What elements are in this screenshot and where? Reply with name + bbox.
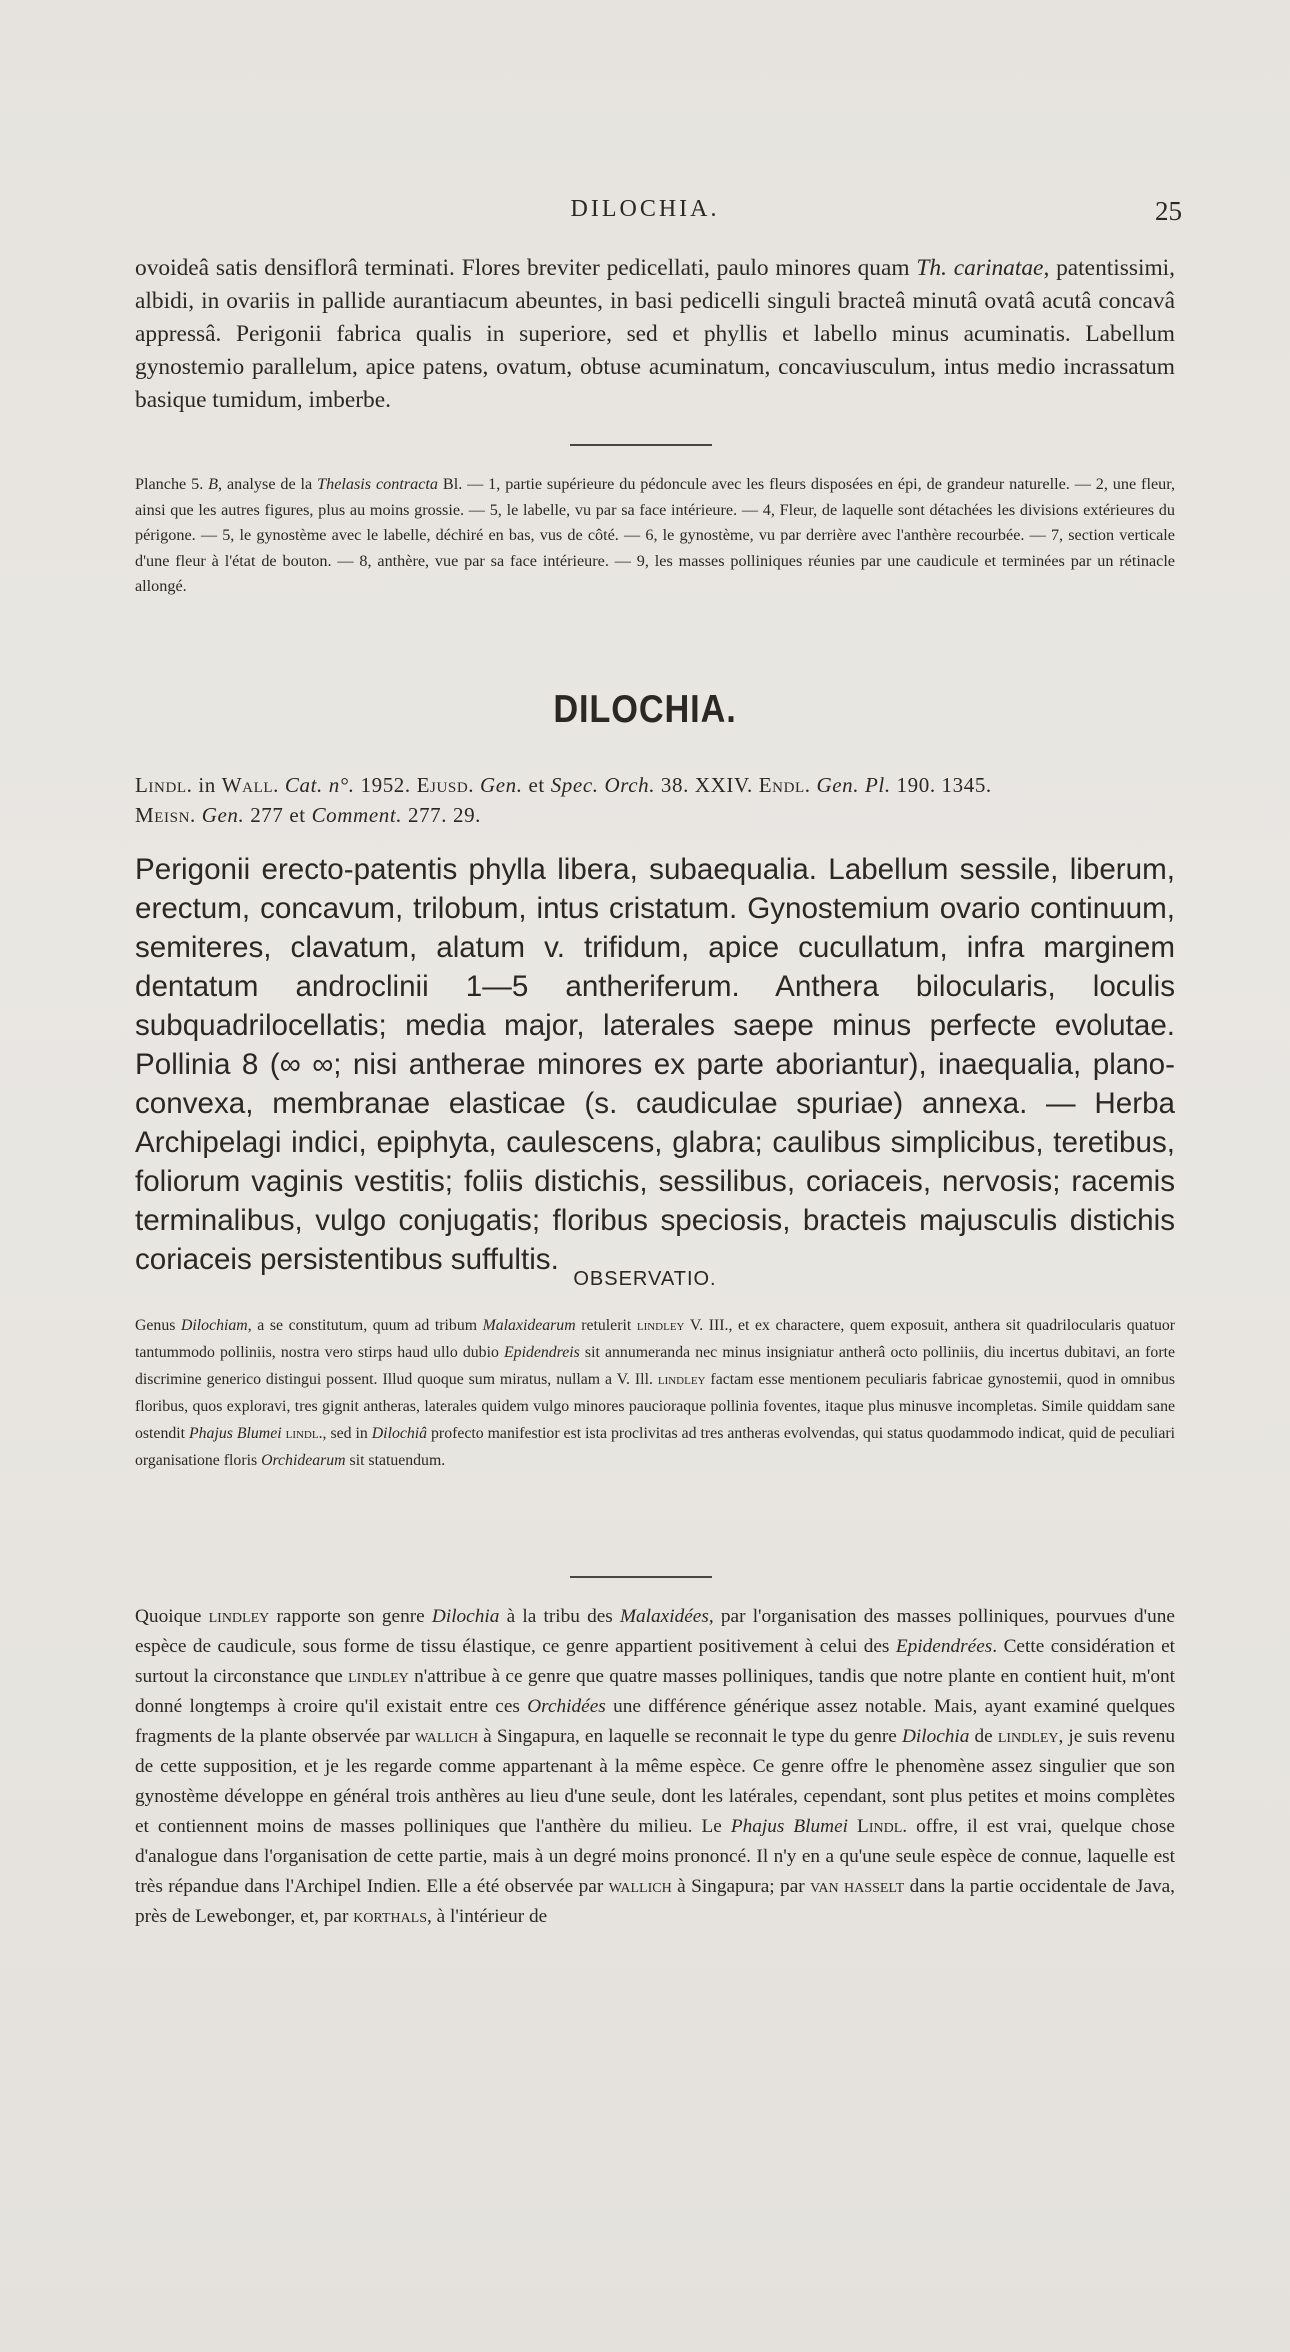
bibliographic-references: Lindl. in Wall. Cat. n°. 1952. Ejusd. Gen. et Spec. Orch. 38. XXIV. Endl. Gen. Pl. 190. 1345. Meisn. Gen. 277 et Comment. 277. 29. bbox=[135, 773, 992, 827]
observatio-text: Genus Dilochiam, a se constitutum, quum ad tribum Malaxidearum retulerit lindley V. III., et ex charactere, quem exposuit, anthera sit quadrilocularis quatuor tantummodo polliniis, nostra vero stirps haud ullo dubio Epidendreis sit annumeranda nec minus insigniatur antherâ octo polliniis, diu incertus dubitavi, an forte discrimine generico distingui possent. Illud quoque sum miratus, nullam a V. Ill. lindley factam esse mentionem peculiaris fabricae gynostemii, quod in omnibus floribus, quos exploravi, tres gignit antheras, laterales quidem vulgo minores paucioraque pollinia foventes, itaque plus minusve incompletas. Simile quiddam sane ostendit Phajus Blumei lindl., sed in Dilochiâ profecto manifestior est ista proclivitas ad tres antheras evolvendas, qui status quodammodo indicat, quid de peculiari organisatione floris Orchidearum sit statuendum. bbox=[135, 1317, 1175, 1469]
observatio-heading: OBSERVATIO. bbox=[573, 1268, 717, 1290]
genus-title: DILOCHIA. bbox=[553, 688, 737, 731]
plate-caption: Planche 5. B, analyse de la Thelasis contracta Bl. — 1, partie supérieure du pédoncule avec les fleurs disposées en épi, de grandeur naturelle. — 2, une fleur, ainsi que les autres figures, plus au moins grossie. — 5, le labelle, vu par sa face intérieure. — 4, Fleur, de laquelle sont détachées les divisions extérieures du périgone. — 5, le gynostème avec le labelle, déchiré en bas, vus de côté. — 6, le gynostème, vu par derrière avec l'anthère recourbée. — 7, section verticale d'une fleur à l'état de bouton. — 8, anthère, vue par sa face intérieure. — 9, les masses polliniques réunies par une caudicule et terminées par un rétinacle allongé. bbox=[135, 475, 1176, 596]
running-head bbox=[0, 196, 1290, 230]
page-number: 25 bbox=[1155, 196, 1182, 226]
genus-diagnosis: Perigonii erecto-patentis phylla libera, subaequalia. Labellum sessile, liberum, erectum, concavum, trilobum, intus cristatum. Gynostemium ovario continuum, semiteres, clavatum, alatum v. trifidum, apice cucullatum, infra marginem dentatum androclinii 1—5 antheriferum. Anthera bilocularis, loculis subquadrilocellatis; media major, laterales saepe minus perfecte evolutae. Pollinia 8 (∞ ∞; nisi antherae minores ex parte aboriantur), inaequalia, plano-convexa, membranae elasticae (s. caudiculae spuriae) annexa. — Herba Archipelagi indici, epiphyta, caulescens, glabra; caulibus simplicibus, teretibus, foliorum vaginis vestitis; foliis distichis, sessilibus, coriaceis, nervosis; racemis terminalibus, vulgo conjugatis; floribus speciosis, bracteis majusculis distichis coriaceis persistentibus suffultis. bbox=[135, 853, 1175, 1276]
divider-rule bbox=[570, 1576, 712, 1578]
running-title: DILOCHIA. bbox=[570, 196, 720, 222]
species-description-continuation: ovoideâ satis densiflorâ terminati. Flores breviter pedicellati, paulo minores quam Th. carinatae, patentissimi, albidi, in ovariis in pallide aurantiacum abeuntes, in basi pedicelli singuli bracteâ minutâ ovatâ acutâ concavâ appressâ. Perigonii fabrica qualis in superiore, sed et phyllis et labello minus acuminatis. Labellum gynostemio parallelum, apice patens, ovatum, obtuse acuminatum, concaviusculum, intus medio incrassatum basique tumidum, imberbe. bbox=[135, 255, 1176, 413]
divider-rule bbox=[570, 444, 712, 446]
french-commentary: Quoique lindley rapporte son genre Dilochia à la tribu des Malaxidées, par l'organisation des masses polliniques, pourvues d'une espèce de caudicule, sous forme de tissu élastique, ce genre appartient positivement à celui des Epidendrées. Cette considération et surtout la circonstance que lindley n'attribue à ce genre que quatre masses polliniques, tandis que notre plante en contient huit, m'ont donné longtemps à croire qu'il existait entre ces Orchidées une différence générique assez notable. Mais, ayant examiné quelques fragments de la plante observée par wallich à Singapura, en laquelle se reconnait le type du genre Dilochia de lindley, je suis revenu de cette supposition, et je les regarde comme appartenant à la même espèce. Ce genre offre le phenomène assez singulier que son gynostème développe en général trois anthères au lieu d'une seule, dont les latérales, cependant, sont plus petites et moins complètes et contiennent moins de masses polliniques que l'anthère du milieu. Le Phajus Blumei Lindl. offre, il est vrai, quelque chose d'analogue dans l'organisation de cette partie, mais à un degré moins prononcé. Il n'y en a qu'une seule espèce de connue, laquelle est très répandue dans l'Archipel Indien. Elle a été observée par wallich à Singapura; par van hasselt dans la partie occidentale de Java, près de Lewebonger, et, par korthals, à l'intérieur de bbox=[135, 1606, 1175, 1927]
